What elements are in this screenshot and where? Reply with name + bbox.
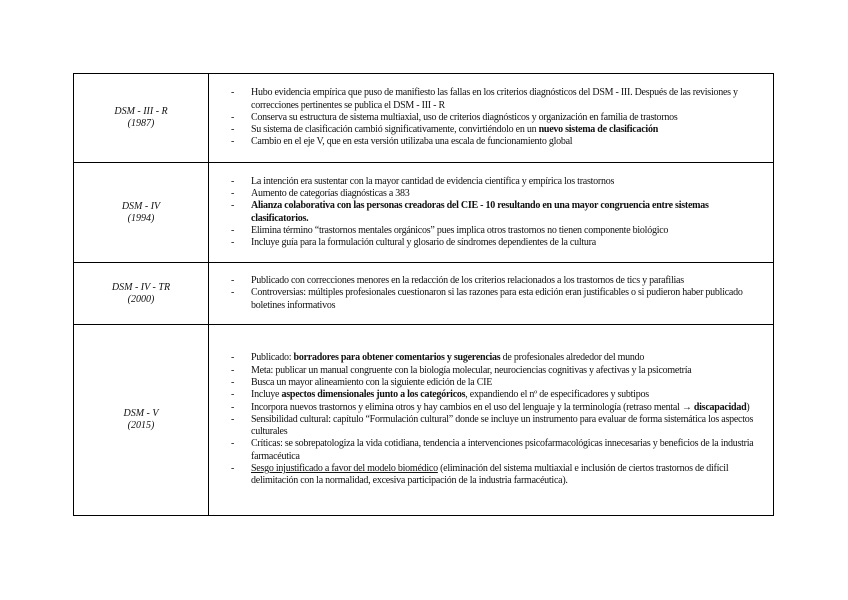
list-item (223, 402, 767, 414)
edition-cell (74, 74, 209, 163)
item-text: Críticas: se sobrepatologiza la vida cotidiana, tendencia a intervenciones psicofarmacológicas innecesarias y beneficios de la industria farmacéutica (251, 438, 754, 462)
list-item (223, 463, 767, 488)
item-text: Incluye guía para la formulación cultural y glosario de síndromes dependientes de la cultura (251, 237, 596, 249)
item-text: Aumento de categorías diagnósticas a 383 (251, 187, 410, 199)
item-text: Conserva su estructura de sistema multiaxial, uso de criterios diagnósticos y organización en familia de trastornos (251, 111, 678, 123)
item-text: La intención era sustentar con la mayor cantidad de evidencia científica y empírica los trastornos (251, 175, 615, 187)
item-text: ) (746, 401, 750, 413)
list-item (223, 87, 767, 112)
description-cell (209, 74, 774, 163)
item-text: Elimina término “trastornos mentales orgánicos” pues implica otros trastornos no tienen componente biológico (251, 224, 669, 236)
description-cell (209, 325, 774, 516)
list-item (223, 438, 767, 463)
edition-cell (74, 163, 209, 263)
item-text: Meta: publicar un manual congruente con la biología molecular, neurociencias cognitivas y afectivas y la psicometría (251, 364, 692, 376)
bullet-list (223, 275, 767, 312)
table-body (74, 74, 774, 516)
list-item (223, 389, 767, 401)
list-item (223, 112, 767, 124)
list-item (223, 225, 767, 237)
edition-year: (1987) (127, 118, 155, 129)
table-row (74, 74, 774, 163)
edition-year: (2000) (127, 293, 155, 305)
list-item (223, 176, 767, 188)
bold-text: Alianza colaborativa con las personas creadoras del CIE - 10 resultando en una mayor congruencia entre sistemas clasificatorios. (251, 200, 709, 224)
table-row (74, 163, 774, 263)
list-item (223, 237, 767, 249)
edition-cell (74, 325, 209, 516)
item-text: Publicado: (251, 352, 294, 364)
list-item (223, 124, 767, 136)
edition-cell (74, 263, 209, 325)
edition-year: (1994) (127, 212, 155, 224)
dsm-history-table (73, 73, 774, 516)
list-item (223, 414, 767, 439)
item-text: Controversias: múltiples profesionales cuestionaron si las razones para esta edición eran justificables o si pudieron haber publicado boletines informativos (251, 287, 743, 311)
item-text: (eliminación del sistema multiaxial e inclusión de ciertos trastornos de difícil delimitación con la normalidad, excesiva participación de la industria farmacéutica). (251, 463, 729, 487)
item-text: Incluye (251, 389, 282, 401)
edition-name: DSM - V (123, 408, 159, 419)
item-text: Su sistema de clasificación cambió significativamente, convirtiéndolo en un (251, 124, 539, 136)
description-cell (209, 263, 774, 325)
list-item (223, 352, 767, 364)
item-text: , expandiendo el nº de especificadores y subtipos (465, 389, 649, 401)
item-text: de profesionales alrededor del mundo (500, 352, 645, 364)
edition-name: DSM - IV (121, 200, 161, 212)
item-text: Incorpora nuevos trastornos y elimina otros y hay cambios en el uso del lenguaje y la terminología (retraso mental (251, 401, 682, 413)
item-text: Hubo evidencia empírica que puso de manifiesto las fallas en los criterios diagnósticos del DSM - III. Después de las revisiones y correcciones pertinentes se publica el DSM - III - R (251, 87, 738, 111)
edition-name: DSM - III - R (114, 106, 168, 117)
underlined-text: Sesgo injustificado a favor del modelo biomédico (251, 463, 438, 475)
bullet-list (223, 352, 767, 487)
table-row (74, 263, 774, 325)
bold-text: aspectos dimensionales junto a los categóricos (281, 389, 466, 401)
bold-text: borradores para obtener comentarios y sugerencias (293, 352, 501, 364)
edition-year: (2015) (127, 420, 155, 431)
list-item (223, 136, 767, 148)
bold-text: nuevo sistema de clasificación (538, 124, 659, 136)
item-text: Sensibilidad cultural: capítulo “Formulación cultural” donde se incluye un instrumento para evaluar de forma sistemática los aspectos culturales (251, 413, 754, 438)
list-item (223, 275, 767, 287)
bold-text: → discapacidad (681, 401, 747, 413)
list-item (223, 377, 767, 389)
item-text: Cambio en el eje V, que en esta versión utilizaba una escala de funcionamiento global (251, 136, 573, 148)
list-item (223, 287, 767, 312)
list-item (223, 188, 767, 200)
list-item (223, 365, 767, 377)
edition-name: DSM - IV - TR (111, 281, 171, 293)
item-text: Publicado con correcciones menores en la redacción de los criterios relacionados a los trastornos de tics y parafilias (251, 275, 684, 287)
bullet-list (223, 176, 767, 250)
bullet-list (223, 87, 767, 148)
item-text: Busca un mayor alineamiento con la siguiente edición de la CIE (251, 376, 493, 388)
table-row (74, 325, 774, 516)
list-item (223, 200, 767, 225)
description-cell (209, 163, 774, 263)
